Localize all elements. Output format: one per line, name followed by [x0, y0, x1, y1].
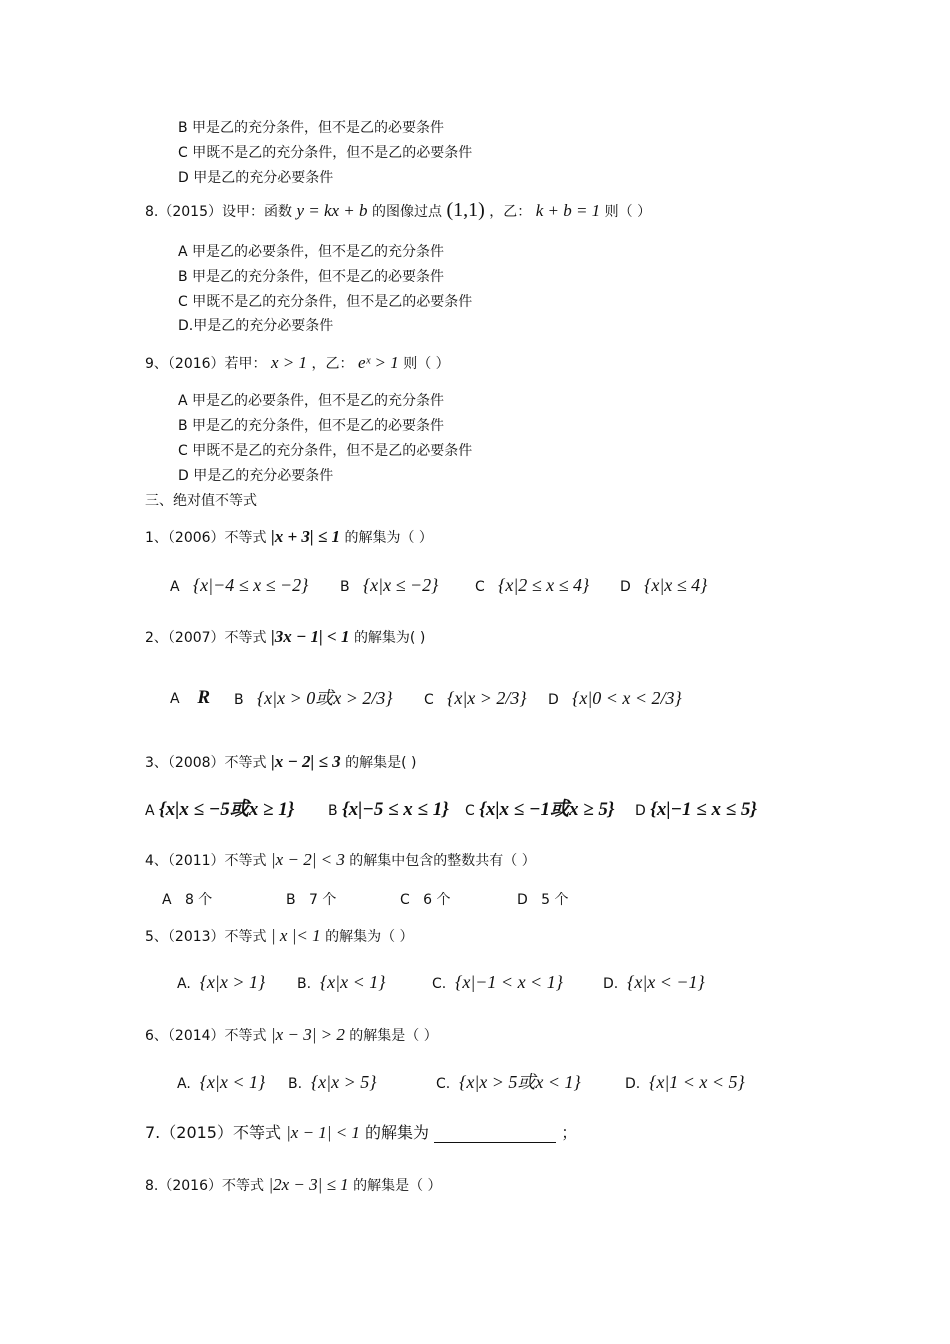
q8-stem-prefix: 8.（2015）设甲：函数	[145, 204, 292, 220]
abs-q6-suffix: 的解集是（ ）	[349, 1028, 438, 1044]
option-letter: C	[465, 803, 475, 819]
abs-q4-option-a	[162, 890, 212, 910]
option-letter: C	[475, 579, 485, 595]
q9-stem	[145, 353, 450, 374]
abs-q2-stem	[145, 627, 425, 648]
option-letter: D	[620, 579, 631, 595]
option-set: {x|x < 1}	[199, 1072, 266, 1092]
option-letter: D	[517, 892, 528, 908]
abs-q5-option-b	[297, 972, 385, 994]
option-letter: C	[400, 892, 410, 908]
abs-q4-prefix: 4、（2011）不等式	[145, 853, 267, 869]
q9-option-a: A 甲是乙的必要条件，但不是乙的充分条件	[178, 393, 445, 409]
abs-q5-expression: | x |< 1	[271, 926, 321, 945]
abs-q6-option-b	[288, 1072, 376, 1094]
abs-q1-option-a	[170, 575, 308, 597]
abs-q5-stem	[145, 926, 414, 947]
abs-q4-option-b	[286, 890, 336, 910]
option-set: {x|x ≤ −5或x ≥ 1}	[159, 799, 295, 820]
q8-option-d: D.甲是乙的充分必要条件	[178, 318, 334, 334]
option-set: {x|2 ≤ x ≤ 4}	[498, 575, 590, 595]
q9-option-c: C 甲既不是乙的充分条件，但不是乙的必要条件	[178, 443, 473, 459]
abs-q4-stem	[145, 850, 536, 871]
abs-q3-prefix: 3、（2008）不等式	[145, 755, 267, 771]
abs-q7-stem	[145, 1123, 577, 1143]
option-letter: B	[286, 892, 296, 908]
q8-point: (1,1)	[446, 199, 485, 221]
option-set: {x|x > 0或x > 2/3}	[256, 688, 393, 708]
abs-q7-prefix: 7.（2015）不等式	[145, 1123, 281, 1142]
abs-q6-option-a	[177, 1072, 265, 1094]
option-text: 8 个	[184, 892, 213, 908]
option-set: {x|−4 ≤ x ≤ −2}	[192, 575, 309, 595]
q9-option-b: B 甲是乙的充分条件，但不是乙的必要条件	[178, 418, 445, 434]
abs-q1-suffix: 的解集为（ ）	[344, 530, 433, 546]
option-text: 6 个	[423, 892, 451, 908]
option-set: {x|−1 < x < 1}	[455, 972, 563, 992]
option-letter: C	[424, 692, 434, 708]
option-letter: A.	[177, 976, 191, 992]
q8-function: y = kx + b	[296, 201, 368, 220]
abs-q7-suffix: 的解集为	[365, 1123, 430, 1142]
option-text: 7 个	[308, 892, 337, 908]
option-letter: A	[170, 579, 180, 595]
abs-q3-option-b	[328, 800, 449, 821]
prev-option-c: C 甲既不是乙的充分条件，但不是乙的必要条件	[178, 145, 473, 161]
abs-q1-stem	[145, 527, 433, 548]
q8-option-b: B 甲是乙的充分条件，但不是乙的必要条件	[178, 269, 445, 285]
option-letter: B	[328, 803, 338, 819]
q8-condition: k + b = 1	[535, 201, 601, 220]
abs-q8-suffix: 的解集是（ ）	[353, 1178, 442, 1194]
abs-q5-option-c	[432, 972, 563, 994]
option-set: {x|x > 5}	[310, 1072, 377, 1092]
option-letter: D.	[625, 1076, 641, 1092]
abs-q2-option-b	[234, 688, 393, 710]
section-title: 三、绝对值不等式	[145, 493, 257, 509]
abs-q3-expression: |x − 2| ≤ 3	[271, 752, 341, 771]
abs-q2-prefix: 2、（2007）不等式	[145, 630, 267, 646]
abs-q8-expression: |2x − 3| ≤ 1	[268, 1175, 349, 1194]
q9-option-d: D 甲是乙的充分必要条件	[178, 468, 334, 484]
abs-q1-option-d	[620, 575, 707, 597]
option-letter: C.	[432, 976, 447, 992]
option-set: {x|x ≤ 4}	[644, 575, 708, 595]
abs-q2-option-c	[424, 688, 527, 710]
q8-stem-sep: ，乙：	[489, 204, 532, 220]
abs-q3-option-d	[635, 800, 757, 821]
abs-q2-suffix: 的解集为( )	[353, 630, 426, 646]
abs-q3-option-c	[465, 800, 615, 821]
option-letter: D	[548, 692, 559, 708]
option-letter: A.	[177, 1076, 191, 1092]
q8-stem-suffix: 则（ ）	[604, 204, 652, 220]
q9-condition-2: eˣ > 1	[357, 353, 399, 372]
abs-q4-option-c	[400, 890, 451, 910]
abs-q1-prefix: 1、（2006）不等式	[145, 530, 267, 546]
option-letter: B	[340, 579, 350, 595]
q9-condition-1: x > 1	[271, 353, 308, 372]
option-set: {x|x < 1}	[319, 972, 386, 992]
abs-q1-option-c	[475, 575, 589, 597]
abs-q5-option-d	[603, 972, 705, 994]
option-set: {x|x ≤ −1或x ≥ 5}	[479, 799, 615, 820]
abs-q3-suffix: 的解集是( )	[345, 755, 417, 771]
abs-q4-expression: |x − 2| < 3	[271, 850, 345, 869]
option-set: R	[197, 687, 211, 708]
abs-q8-prefix: 8.（2016）不等式	[145, 1178, 264, 1194]
option-letter: A	[145, 803, 155, 819]
prev-option-b: B 甲是乙的充分条件，但不是乙的必要条件	[178, 120, 445, 136]
abs-q5-option-a	[177, 972, 265, 994]
option-text: 5 个	[541, 892, 569, 908]
q8-option-c: C 甲既不是乙的充分条件，但不是乙的必要条件	[178, 294, 473, 310]
option-letter: B	[234, 692, 244, 708]
option-letter: A	[170, 691, 180, 707]
option-set: {x|−5 ≤ x ≤ 1}	[342, 799, 449, 820]
abs-q6-expression: |x − 3| > 2	[271, 1025, 345, 1044]
q9-stem-suffix: 则（ ）	[403, 356, 450, 372]
option-set: {x|x > 5或x < 1}	[459, 1072, 581, 1092]
option-letter: C.	[436, 1076, 451, 1092]
abs-q1-expression: |x + 3| ≤ 1	[271, 527, 341, 546]
q9-stem-prefix: 9、（2016）若甲：	[145, 356, 267, 372]
option-set: {x|x > 2/3}	[447, 688, 527, 708]
abs-q3-option-a	[145, 800, 294, 821]
abs-q2-expression: |3x − 1| < 1	[271, 627, 350, 646]
abs-q6-stem	[145, 1025, 438, 1046]
q8-stem	[145, 200, 651, 222]
abs-q1-option-b	[340, 575, 438, 597]
abs-q3-stem	[145, 752, 416, 773]
abs-q5-suffix: 的解集为（ ）	[325, 929, 414, 945]
option-letter: D	[635, 803, 646, 819]
q8-option-a: A 甲是乙的必要条件，但不是乙的充分条件	[178, 244, 445, 260]
option-set: {x|0 < x < 2/3}	[572, 688, 682, 708]
abs-q6-prefix: 6、（2014）不等式	[145, 1028, 267, 1044]
abs-q8-stem	[145, 1175, 442, 1196]
abs-q4-suffix: 的解集中包含的整数共有（ ）	[349, 853, 536, 869]
option-letter: B.	[288, 1076, 303, 1092]
abs-q2-option-a	[170, 688, 210, 709]
prev-option-d: D 甲是乙的充分必要条件	[178, 170, 334, 186]
abs-q5-prefix: 5、（2013）不等式	[145, 929, 267, 945]
option-letter: B.	[297, 976, 312, 992]
abs-q4-option-d	[517, 890, 569, 910]
abs-q6-option-d	[625, 1072, 745, 1094]
option-set: {x|x > 1}	[199, 972, 266, 992]
answer-blank[interactable]	[434, 1124, 556, 1143]
option-set: {x|1 < x < 5}	[649, 1072, 745, 1092]
q8-stem-mid: 的图像过点	[372, 204, 442, 220]
option-letter: A	[162, 892, 172, 908]
option-set: {x|x ≤ −2}	[362, 575, 439, 595]
abs-q2-option-d	[548, 688, 682, 710]
abs-q7-end: ；	[561, 1123, 578, 1142]
abs-q6-option-c	[436, 1072, 581, 1094]
q9-stem-sep: ，乙：	[311, 356, 354, 372]
abs-q7-expression: |x − 1| < 1	[286, 1123, 360, 1142]
option-letter: D.	[603, 976, 619, 992]
option-set: {x|x < −1}	[627, 972, 705, 992]
option-set: {x|−1 ≤ x ≤ 5}	[650, 799, 758, 820]
